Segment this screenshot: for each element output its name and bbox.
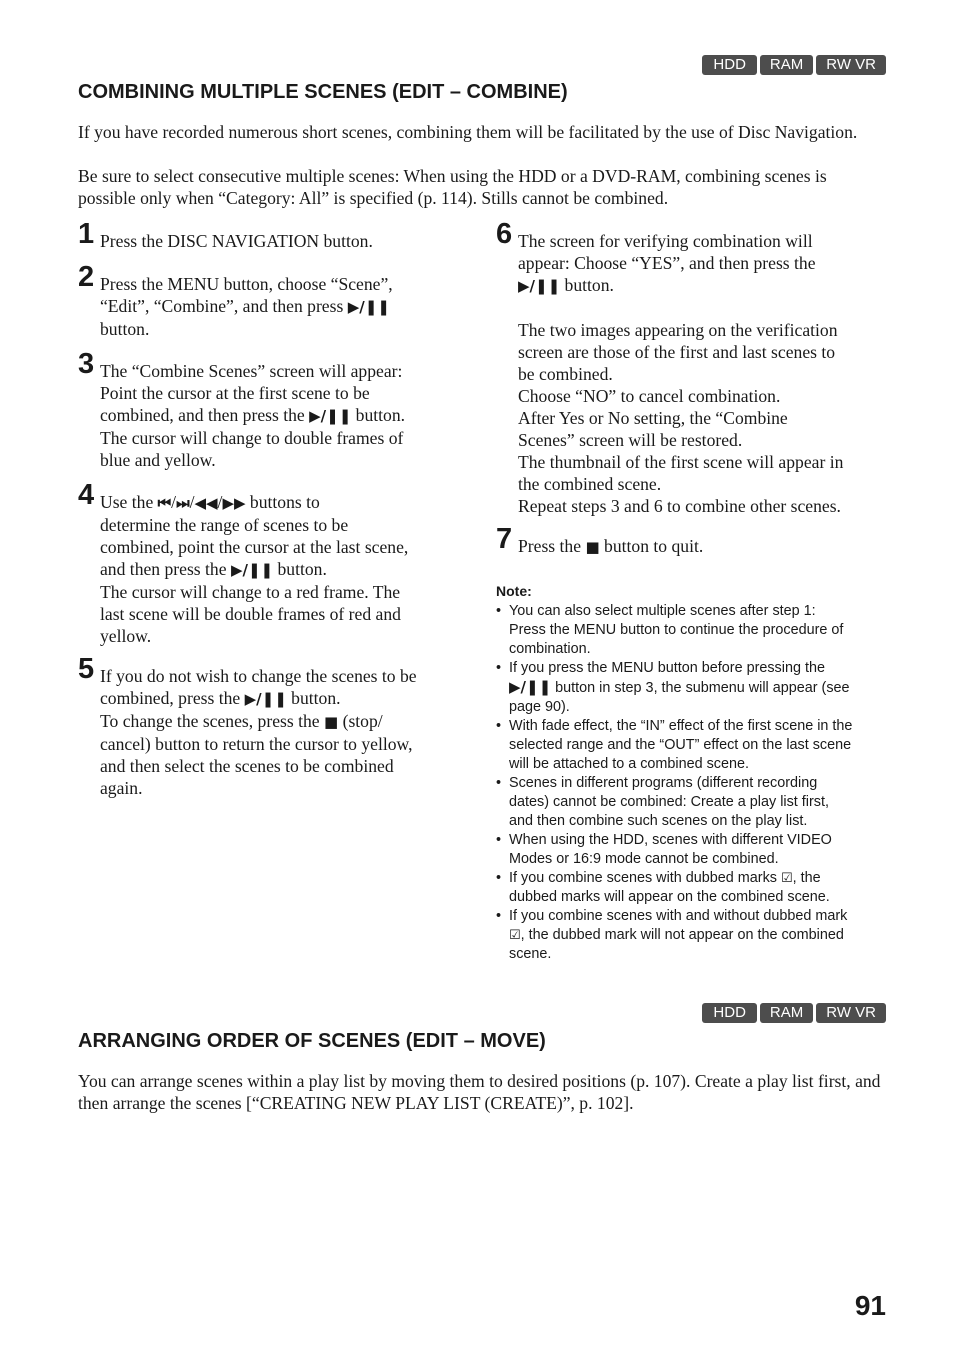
step-6 xyxy=(496,218,844,517)
step-text: Press the ■ button to quit. xyxy=(518,536,704,556)
note-item: • Scenes in different programs (different recording dates) cannot be combined: Create a play list first, and then combine such scenes on the play list. xyxy=(496,774,888,831)
badge-ram: RAM xyxy=(760,55,813,75)
note-item: • If you combine scenes with and without dubbed mark ☑, the dubbed mark will not appear on the combined scene. xyxy=(496,907,888,964)
dubbed-mark-icon: ☑ xyxy=(780,871,793,886)
fast-forward-icon: ▶▶ xyxy=(222,494,246,512)
page-number: 91 xyxy=(854,1290,886,1321)
play-pause-icon: ▶/❚❚ xyxy=(230,561,274,579)
step-number: 5 xyxy=(78,653,95,685)
step-number: 6 xyxy=(496,218,513,250)
intro-paragraph: If you have recorded numerous short scenes, combining them will be facilitated by the use of Disc Navigation. xyxy=(78,122,858,142)
step-number: 3 xyxy=(78,348,95,380)
note-list xyxy=(496,602,888,964)
dubbed-mark-icon: ☑ xyxy=(509,928,521,943)
step-7 xyxy=(496,523,704,558)
step-text: The “Combine Scenes” screen will appear: Point the cursor at the first scene to be combined, and then press the ▶/❚❚ button. The cursor will change to double frames of blue and yellow. xyxy=(100,361,406,470)
section-title-move: ARRANGING ORDER OF SCENES (EDIT – MOVE) xyxy=(78,1030,546,1052)
note-item: • If you combine scenes with dubbed marks ☑, the dubbed marks will appear on the combined scene. xyxy=(496,869,888,907)
badge-hdd: HDD xyxy=(702,1003,757,1023)
media-badges-bottom xyxy=(702,1003,886,1023)
move-paragraph: You can arrange scenes within a play list by moving them to desired positions (p. 107). Create a play list first, and then arrange the scenes [“CREATING NEW PLAY LIST (CREATE)”, p. 102]. xyxy=(78,1071,881,1113)
step-text: Use the ⏮/⏭/◀◀/▶▶ buttons to determine the range of scenes to be combined, point the cursor at the last scene, and then press the ▶/❚❚ button. The cursor will change to a red frame. The last scene will be double frames of red and yellow. xyxy=(100,492,409,646)
play-pause-icon: ▶/❚❚ xyxy=(347,298,390,316)
note-title: Note: xyxy=(496,583,532,599)
note-item: • If you press the MENU button before pressing the ▶/❚❚ button in step 3, the submenu will appear (see page 90). xyxy=(496,659,888,717)
play-pause-icon: ▶/❚❚ xyxy=(309,407,352,425)
step-4 xyxy=(78,479,409,647)
note-item: • With fade effect, the “IN” effect of the first scene in the selected range and the “OUT” effect on the last scene will be attached to a combined scene. xyxy=(496,717,888,774)
badge-ram: RAM xyxy=(760,1003,813,1023)
badge-rw-vr: RW VR xyxy=(816,1003,886,1023)
stop-icon: ■ xyxy=(324,713,339,731)
badge-rw-vr: RW VR xyxy=(816,55,886,75)
step-text: If you do not wish to change the scenes to be combined, press the ▶/❚❚ button. To change the scenes, press the ■ (stop/ cancel) button to return the cursor to yellow, and then select the scenes to be combined again. xyxy=(100,666,417,798)
step-text: The screen for verifying combination will appear: Choose “YES”, and then press the ▶/❚❚ button. The two images appearing on the verification screen are those of the first and last scenes to be combined. Choose “NO” to cancel combination. After Yes or No setting, the “Combine Scenes” screen will be restored. The thumbnail of the first scene will appear in the combined scene. Repeat steps 3 and 6 to combine other scenes. xyxy=(518,231,844,516)
play-pause-icon: ▶/❚❚ xyxy=(509,678,552,696)
step-1 xyxy=(78,218,373,252)
step-number: 4 xyxy=(78,479,95,511)
note-item: • When using the HDD, scenes with different VIDEO Modes or 16:9 mode cannot be combined. xyxy=(496,831,888,869)
badge-hdd: HDD xyxy=(702,55,757,75)
stop-icon: ■ xyxy=(585,538,600,556)
step-number: 2 xyxy=(78,261,95,293)
play-pause-icon: ▶/❚❚ xyxy=(518,277,561,295)
skip-forward-icon: ⏭ xyxy=(176,494,190,512)
step-text: Press the MENU button, choose “Scene”, “Edit”, “Combine”, and then press ▶/❚❚ button. xyxy=(100,274,393,339)
section-title-combine: COMBINING MULTIPLE SCENES (EDIT – COMBINE) xyxy=(78,81,568,103)
step-text: Press the DISC NAVIGATION button. xyxy=(100,231,373,251)
skip-back-icon: ⏮ xyxy=(157,494,172,512)
play-pause-icon: ▶/❚❚ xyxy=(244,690,287,708)
media-badges-top xyxy=(702,55,886,75)
rewind-icon: ◀◀ xyxy=(194,494,218,512)
step-3 xyxy=(78,348,406,471)
step-number: 7 xyxy=(496,523,513,555)
step-5 xyxy=(78,653,417,799)
step-number: 1 xyxy=(78,218,95,250)
step-2 xyxy=(78,261,393,340)
intro-paragraph-2: Be sure to select consecutive multiple scenes: When using the HDD or a DVD-RAM, combining scenes is possible only when “Category: All” is specified (p. 114). Stills cannot be combined. xyxy=(78,166,827,208)
note-item: • You can also select multiple scenes after step 1: Press the MENU button to continue the procedure of combination. xyxy=(496,602,888,659)
